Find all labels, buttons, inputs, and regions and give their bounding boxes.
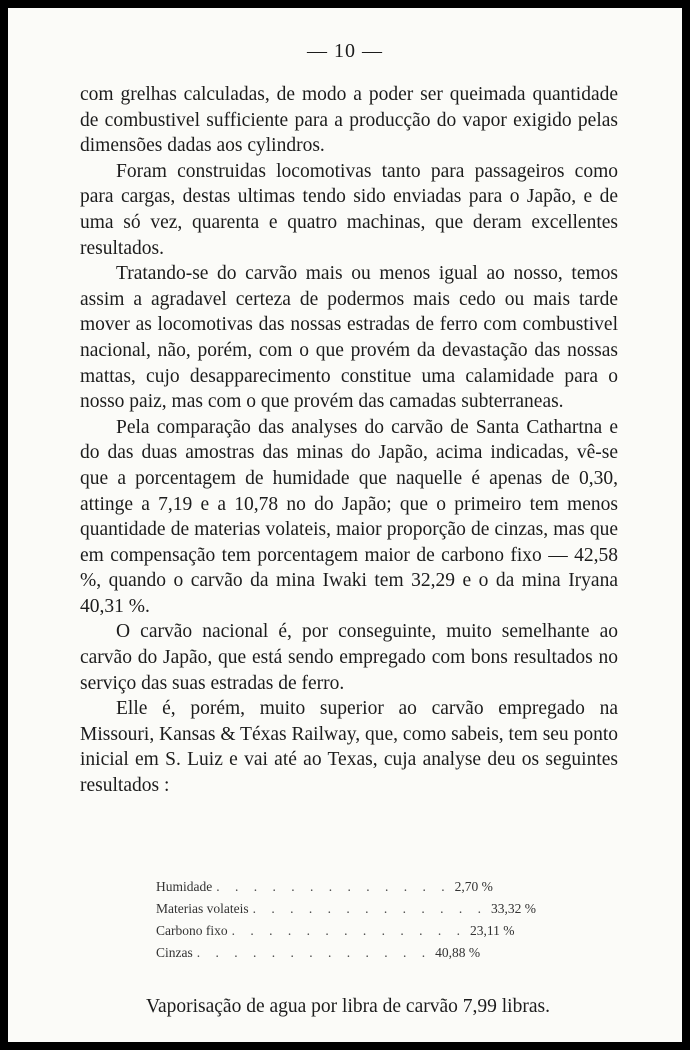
table-row [156, 942, 481, 964]
row-label: Materias volateis [156, 901, 249, 916]
body-text [80, 82, 618, 799]
row-label: Carbono fixo [156, 923, 228, 938]
row-label: Humidade [156, 879, 213, 894]
paragraph-1: com grelhas calculadas, de modo a poder ser queimada quantidade de combustivel sufficiente para a producção do vapor exigido pelas dimensões dadas aos cylindros. [80, 84, 618, 157]
table-row [156, 898, 536, 920]
leader-dots: . . . . . . . . . . . . . [231, 923, 466, 938]
analysis-table [156, 876, 536, 964]
row-value: 23,11 % [470, 923, 515, 938]
page-number: — 10 — [307, 40, 383, 62]
paragraph-3: Tratando-se do carvão mais ou menos igual ao nosso, temos assim a agradavel certeza de podermos mais cedo ou mais tarde mover as locomotivas das nossas estradas de ferro com combustivel nacional, não, porém, com o que provém da devastação das nossas mattas, cujo desapparecimento constitue uma calamidade para o nosso paiz, mas com o que provém das camadas subterraneas. [80, 263, 618, 413]
paragraph-2: Foram construidas locomotivas tanto para passageiros como para cargas, destas ultimas tendo sido enviadas para o Japão, e de uma só vez, quarenta e quatro machinas, que deram excellentes resultados. [80, 160, 618, 259]
row-label: Cinzas [156, 945, 193, 960]
paragraph-5: O carvão nacional é, por conseguinte, muito semelhante ao carvão do Japão, que está sendo empregado com bons resultados no serviço das suas estradas de ferro. [80, 621, 618, 694]
paragraph-6: Elle é, porém, muito superior ao carvão empregado na Missouri, Kansas & Téxas Railway, que, como sabeis, tem seu ponto inicial em S. Luiz e vai até ao Texas, cuja analyse deu os seguintes resultados : [80, 698, 618, 797]
row-value: 33,32 % [490, 901, 536, 916]
row-value: 40,88 % [435, 945, 481, 960]
table-row [156, 876, 493, 898]
table-row [156, 920, 515, 942]
document-page [8, 8, 682, 1042]
row-value: 2,70 % [454, 879, 493, 894]
leader-dots: . . . . . . . . . . . . . [216, 879, 451, 894]
vaporisation-line: Vaporisação de agua por libra de carvão 7,99 libras. [146, 996, 550, 1017]
leader-dots: . . . . . . . . . . . . . [196, 945, 432, 960]
paragraph-4: Pela comparação das analyses do carvão de Santa Cathartna e do das duas amostras das minas do Japão, acima indicadas, vê-se que a porcentagem de humidade que naquelle é apenas de 0,30, attinge a 7,19 e a 10,78 no do Japão; que o primeiro tem menos quantidade de materias volateis, maior proporção de cinzas, mas que em compensação tem porcentagem maior de carbono fixo — 42,58 %, quando o carvão da mina Iwaki tem 32,29 e o da mina Iryana 40,31 %. [80, 416, 618, 617]
leader-dots: . . . . . . . . . . . . . [252, 901, 487, 916]
